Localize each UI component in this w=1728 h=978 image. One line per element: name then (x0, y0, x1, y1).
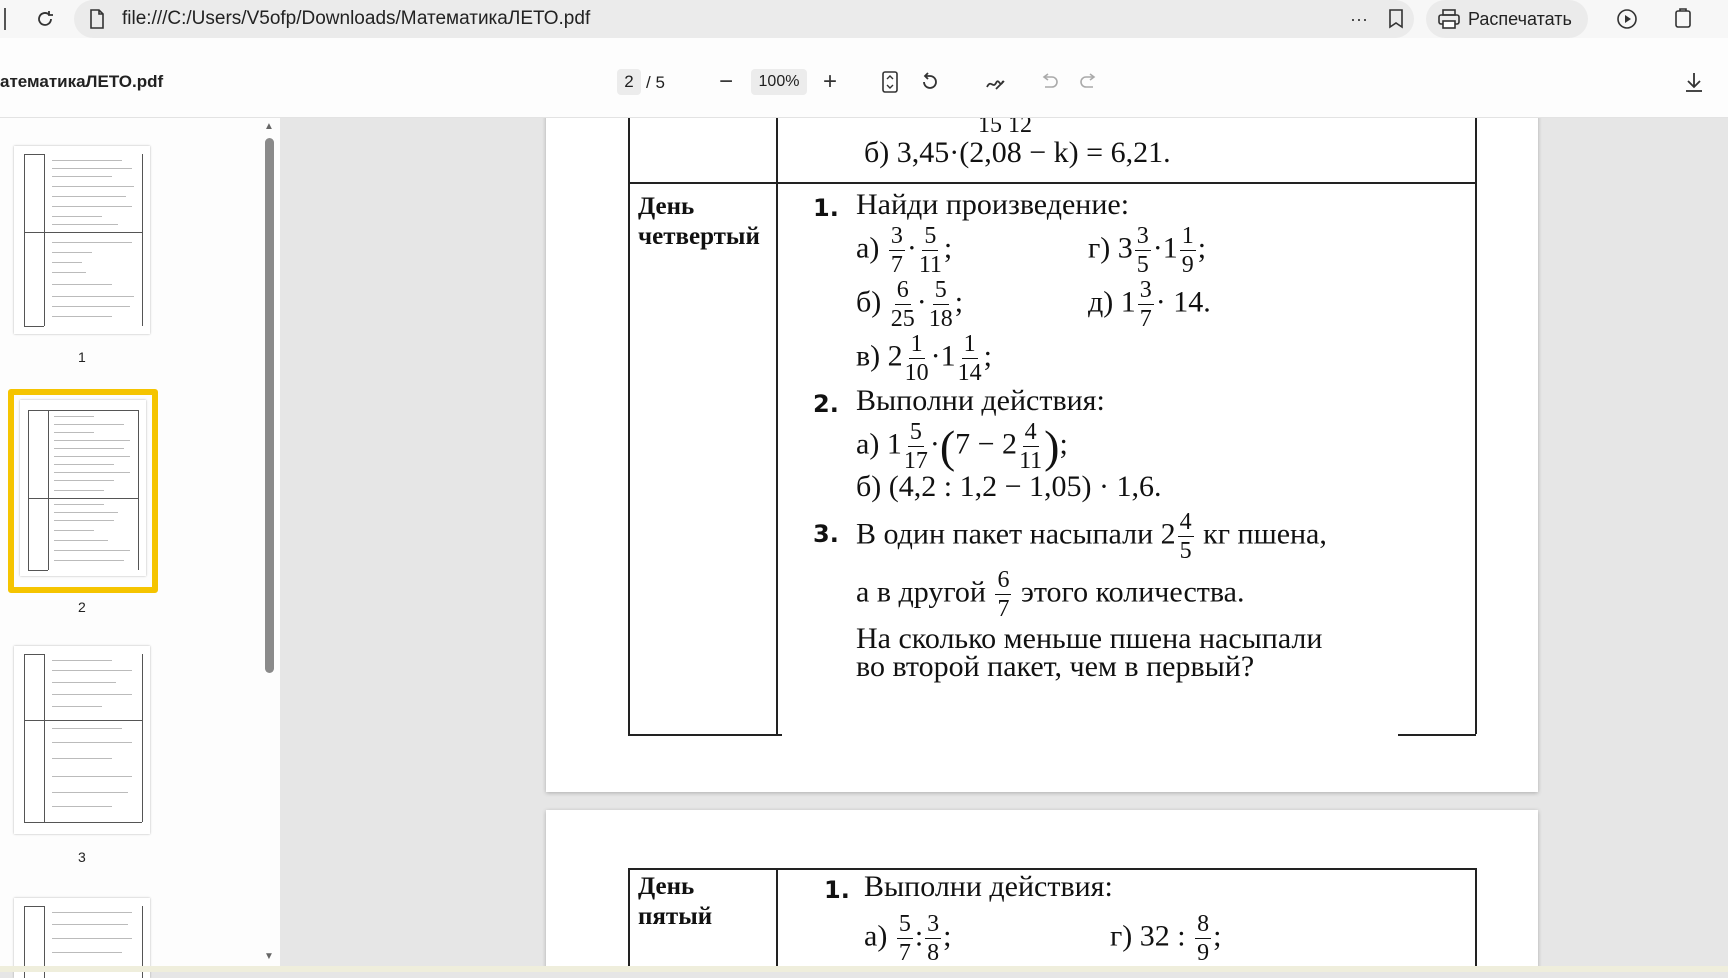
back-edge-icon[interactable] (0, 8, 6, 30)
rotate-icon[interactable] (918, 70, 942, 94)
pdf-toolbar (0, 38, 1728, 118)
sidebar-scrollbar-thumb[interactable] (265, 138, 274, 673)
thumbnail-number-2: 2 (78, 599, 86, 615)
print-button[interactable] (1426, 0, 1588, 38)
more-options-icon[interactable]: ··· (1350, 8, 1368, 29)
pdf-page-2 (546, 118, 1538, 792)
task-2-title: Выполни действия: (856, 384, 1105, 417)
day-word: День (638, 193, 695, 220)
label-a: а) (856, 427, 880, 461)
bookmark-icon[interactable] (1384, 7, 1408, 31)
label-a: а) (864, 919, 888, 953)
task-1g: г) 32 : $\frac{8}{9}$ ; (1110, 911, 1222, 966)
task-1v: в) 2 $\frac{1}{10}$ ·1 $\frac{1}{14}$ ; (856, 331, 992, 386)
label-d: д) (1088, 285, 1114, 319)
task-3-text-2-end: этого количества. (1020, 575, 1245, 609)
thumbnail-sidebar (0, 118, 280, 972)
thumbnail-number-1: 1 (78, 349, 86, 365)
day-ordinal: четвертый (638, 223, 760, 250)
task-3-text-1-end: кг пшена, (1203, 517, 1327, 551)
task-2a: а) 1 $\frac{5}{17}$ ·(7 − 2 $\frac{4}{11}$ ); (856, 419, 1068, 474)
bottom-status-strip (0, 966, 1728, 972)
read-aloud-icon[interactable] (1614, 5, 1642, 33)
task-number-1: 1. (824, 876, 850, 904)
download-icon[interactable] (1682, 70, 1706, 94)
draw-icon[interactable] (983, 70, 1007, 94)
zoom-in-icon[interactable]: + (822, 68, 837, 95)
task-1b: б) $\frac{6}{25}$ · $\frac{5}{18}$ ; (856, 277, 964, 332)
task-3-text-1: В один пакет насыпали 2 (856, 517, 1176, 551)
label-v: в) (856, 339, 881, 373)
task-3-line-4: во второй пакет, чем в первый? (856, 650, 1255, 683)
task-2b: б) (4,2 : 1,2 − 1,05) · 1,6. (856, 470, 1162, 503)
previous-task-line: б) 3,45·(2,08 − k) = 6,21. (864, 136, 1171, 169)
task-1d: д) 1 $\frac{3}{7}$ · 14. (1088, 277, 1211, 332)
scroll-up-icon[interactable]: ▲ (264, 120, 274, 132)
file-icon (88, 9, 106, 29)
task-1-title: Выполни действия: (864, 870, 1113, 903)
task-3-line-3: На сколько меньше пшена насыпали (856, 622, 1323, 655)
scroll-down-icon[interactable]: ▼ (264, 950, 274, 962)
selected-thumbnail-highlight (8, 389, 158, 593)
task-1g: г) 3 $\frac{3}{5}$ ·1 $\frac{1}{9}$ ; (1088, 223, 1207, 278)
fit-page-icon[interactable] (879, 70, 901, 94)
label-g: г) 32 : (1110, 919, 1186, 953)
task-3-text-2: а в другой (856, 575, 986, 609)
day-word: День (638, 873, 695, 900)
zoom-level[interactable]: 100% (751, 69, 807, 95)
url-text: file:///C:/Users/V5ofp/Downloads/МатематикаЛЕТО.pdf (122, 8, 591, 29)
task-number-3: 3. (813, 520, 839, 548)
printer-icon (1438, 9, 1460, 29)
label-a: а) (856, 231, 880, 265)
document-title: атематикаЛЕТО.pdf (0, 72, 164, 91)
task-1-title: Найди произведение: (856, 188, 1130, 221)
print-label: Распечатать (1468, 8, 1572, 29)
task-number-2: 2. (813, 390, 839, 418)
reload-icon[interactable] (30, 4, 60, 34)
redo-icon[interactable] (1078, 72, 1100, 92)
zoom-out-icon[interactable]: − (718, 68, 733, 95)
extensions-icon[interactable] (1670, 5, 1698, 33)
pdf-page-3 (546, 810, 1538, 972)
page-count: / 5 (646, 73, 665, 92)
day-ordinal: пятый (638, 903, 713, 930)
label-g: г) (1088, 231, 1111, 265)
task-1a: а) $\frac{5}{7}$ : $\frac{3}{8}$ ; (864, 911, 952, 966)
undo-icon[interactable] (1038, 72, 1060, 92)
page-number-input[interactable]: 2 (617, 69, 641, 95)
page-thumbnail-3[interactable] (14, 646, 150, 834)
browser-address-bar (0, 0, 1728, 38)
pdf-viewer (280, 118, 1728, 972)
previous-task-tail-numbers: 15 12 (978, 118, 1032, 138)
thumbnail-number-3: 3 (78, 849, 86, 865)
day-label-fourth (638, 192, 760, 252)
task-1a: а) $\frac{3}{7}$ · $\frac{5}{11}$ ; (856, 223, 953, 278)
task-3-line-1: В один пакет насыпали 2 $\frac{4}{5}$ кг пшена, (856, 509, 1327, 564)
label-b: б) (856, 285, 882, 319)
day-label-fifth (638, 872, 712, 932)
task-3-line-2: а в другой $\frac{6}{7}$ этого количества. (856, 567, 1245, 622)
page-thumbnail-1[interactable] (14, 146, 150, 334)
task-number-1: 1. (813, 194, 839, 222)
